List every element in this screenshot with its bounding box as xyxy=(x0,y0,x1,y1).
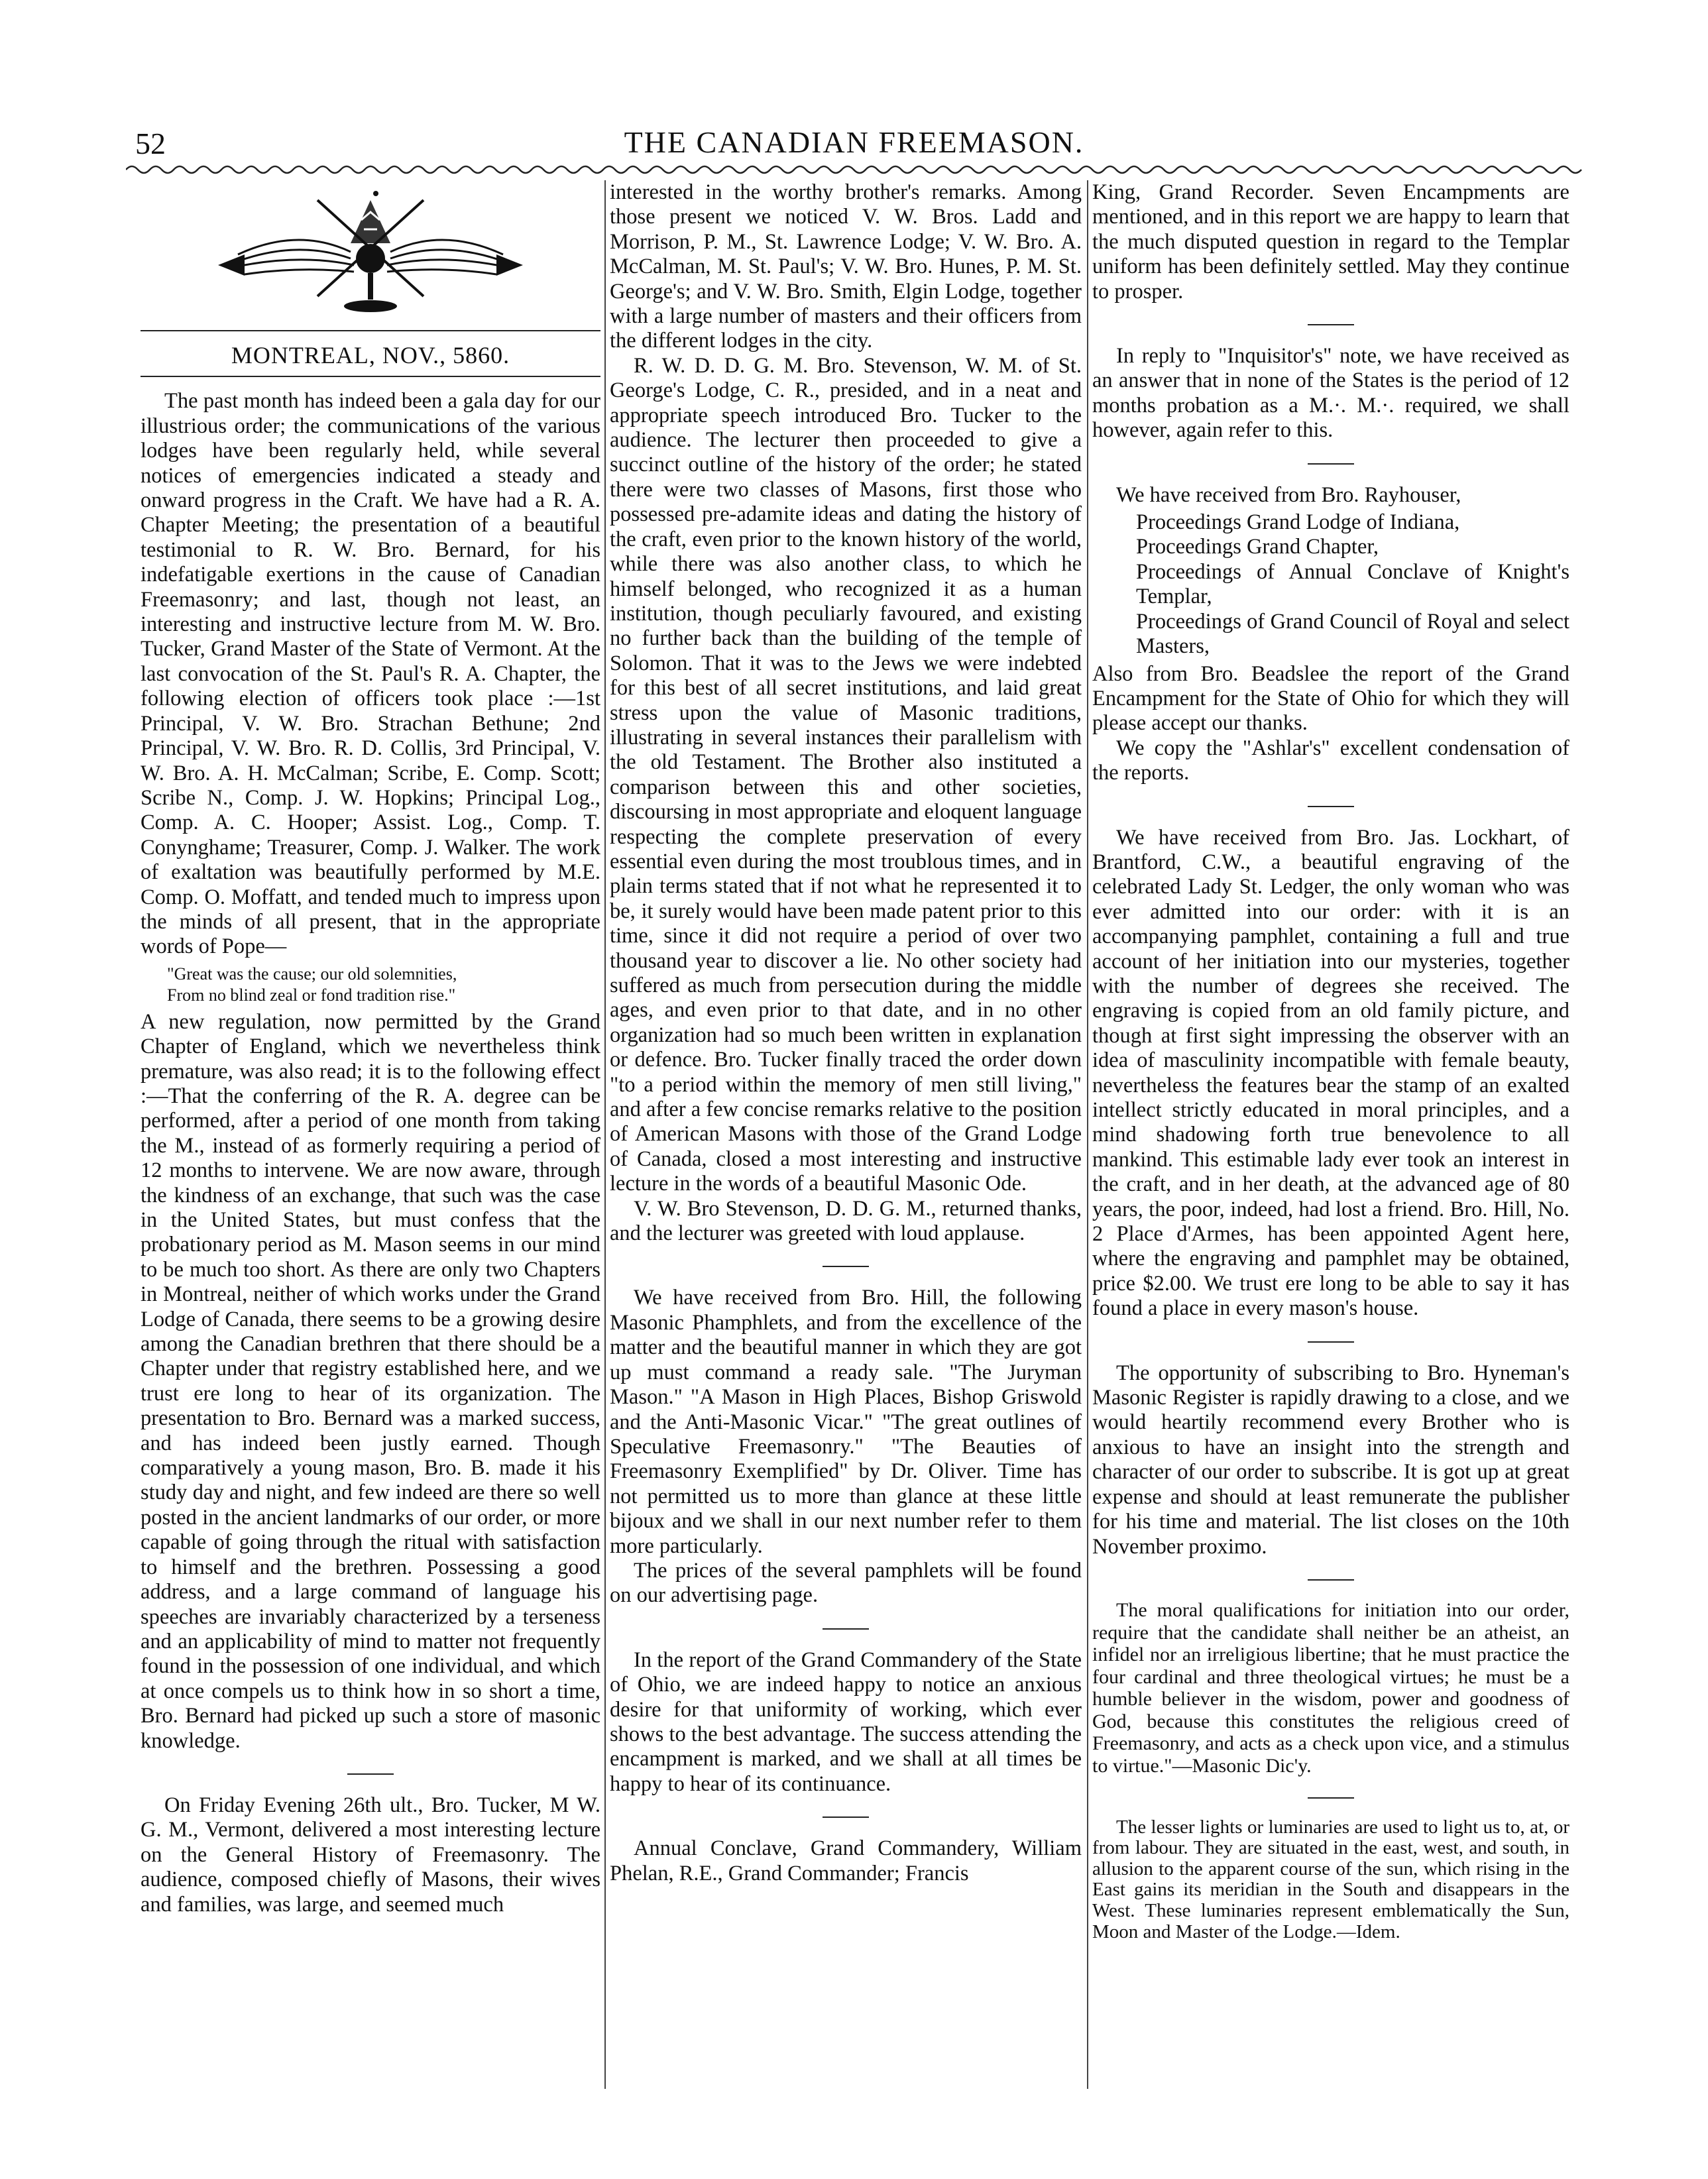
thanks-paragraph: V. W. Bro Stevenson, D. D. G. M., returned thanks, and the lecturer was greeted with loud applause. xyxy=(610,1196,1082,1246)
verse-line: From no blind zeal or fond tradition rise." xyxy=(167,985,456,1005)
section-separator xyxy=(823,1628,869,1630)
dateline-rule xyxy=(141,376,600,377)
lesser-lights-paragraph: The lesser lights or luminaries are used to light us to, at, or from labour. They are situated in the east, west, and south, in allusion to the apparent course of the sun, which rising in the East gains its meridian in the South and disappears in the West. These luminaries represent emblematically the Sun, Moon and Master of the Lodge.—Idem. xyxy=(1092,1816,1569,1942)
lecture-paragraph: On Friday Evening 26th ult., Bro. Tucker, M W. G. M., Vermont, delivered a most interesting lecture on the General History of Freemasonry. The audience, composed chiefly of Masons, their wives and families, was large, and seemed much xyxy=(141,1793,600,1917)
masonic-emblem-icon xyxy=(218,180,523,319)
annual-conclave-paragraph: Annual Conclave, Grand Commandery, William Phelan, R.E., Grand Commander; Francis xyxy=(610,1836,1082,1885)
list-item: Proceedings of Grand Council of Royal and select Masters, xyxy=(1136,609,1569,659)
regulation-paragraph: A new regulation, now permitted by the Grand Chapter of England, which we nevertheless think premature, was also read; it is to the following effect :—That the conferring of the R. A. degree can be performed, after a period of one month from taking the M., instead of as formerly requiring a period of 12 months to intervene. We are now aware, through the kindness of an exchange, that such was the case in the United States, but must confess that the probationary period as M. Mason seems in our mind to be much too short. As there are only two Chapters in Montreal, neither of which works under the Grand Lodge of Canada, there seems to be a growing desire among the Canadian brethren that there should be a Chapter under that registry established here, and we trust ere long to hear of its organization. The presentation to Bro. Bernard was a marked success, and has indeed been justly earned. Though comparatively a young mason, Bro. B. made it his study day and night, and few indeed are there so well posted in the ancient landmarks of our order, or more capable of going through the ritual with satisfaction to himself and the brethren. Possessing a good address, and a large command of language his speeches are invariably characterized by a terseness and an applicability of mind to matter not frequently found in the possession of one individual, and which at once compels us to think how in so short a time, Bro. Bernard had picked up such a store of masonic knowledge. xyxy=(141,1009,600,1753)
section-separator xyxy=(1308,1341,1354,1343)
column-2 xyxy=(610,180,1082,1886)
editorial-paragraph: The past month has indeed been a gala day for our illustrious order; the communications of the various lodges have been regularly held, while several notices of emergencies indicated a steady and onward progress in the Craft. We have had a R. A. Chapter Meeting; the presentation of a beautiful testimonial to R. W. Bro. Bernard, for his indefatigable exertions in the cause of Canadian Freemasonry; and last, though not least, an interesting and instructive lecture from M. W. Bro. Tucker, Grand Master of the State of Vermont. At the last convocation of the St. Paul's R. A. Chapter, the following election of officers took place :—1st Principal, V. W. Bro. Strachan Bethune; 2nd Principal, V. W. Bro. R. D. Collis, 3rd Principal, V. W. Bro. A. H. McCalman; Scribe, E. Comp. Scott; Scribe N., Comp. J. W. Hopkins; Principal Log., Comp. A. C. Hooper; Assist. Log., Comp. T. Conynghame; Treasurer, Comp. J. Walker. The work of exaltation was beautifully performed by M.E. Comp. O. Moffatt, and tended much to impress upon the minds of all present, that in the appropriate words of Pope— xyxy=(141,389,600,959)
section-separator xyxy=(1308,463,1354,465)
wavy-header-rule xyxy=(126,162,1584,178)
moral-qualifications-paragraph: The moral qualifications for initiation into our order, require that the candidate shall neither be an atheist, an infidel nor an irreligious libertine; that he must practice the four cardinal and three theological virtues; he must be a humble believer in the wisdom, power and goodness of God, because this constitutes the religious creed of Freemasonry, and acts as a check upon vice, and a stimulus to virtue."—Masonic Dic'y. xyxy=(1092,1598,1569,1777)
verse-line: "Great was the cause; our old solemnities, xyxy=(167,964,457,983)
proceedings-list xyxy=(1110,510,1569,659)
list-item: Proceedings of Annual Conclave of Knight's Templar, xyxy=(1136,559,1569,609)
encampments-paragraph: King, Grand Recorder. Seven Encampments are mentioned, and in this report we are happy to learn that the much disputed question in regard to the Templar uniform has been definitely settled. May they continue to prosper. xyxy=(1092,180,1569,304)
running-head: THE CANADIAN FREEMASON. xyxy=(624,125,1084,159)
beadslee-paragraph: Also from Bro. Beadslee the report of the Grand Encampment for the State of Ohio for which they will please accept our thanks. xyxy=(1092,661,1569,736)
masonic-register-paragraph: The opportunity of subscribing to Bro. Hyneman's Masonic Register is rapidly drawing to a close, and we would heartily recommend every Brother who is anxious to have an insight into the strength and character of our order to subscribe. It is got up at great expense and should at least remunerate the publisher for his time and material. The list closes on the 10th November proximo. xyxy=(1092,1361,1569,1559)
column-3 xyxy=(1092,180,1569,1942)
lecture-continued-paragraph: interested in the worthy brother's remarks. Among those present we noticed V. W. Bros. Ladd and Morrison, P. M., St. Lawrence Lodge; V. W. Bro. A. McCalman, M. St. Paul's; V. W. Bro. Hunes, P. M. St. George's; and V. W. Bro. Smith, Elgin Lodge, together with a large number of masters and their officers from the different lodges in the city. xyxy=(610,180,1082,353)
section-separator xyxy=(1308,1797,1354,1799)
pamphlets-paragraph: We have received from Bro. Hill, the following Masonic Phamphlets, and from the excellence of the matter and the beautiful manner in which they are got up must command a ready sale. "The Juryman Mason." "A Mason in High Places, Bishop Griswold and the Anti-Masonic Vicar." "The great outlines of Speculative Freemasonry." "The Beauties of Freemasonry Exemplified" by Dr. Oliver. Time has not permitted us to more than glance at these little bijoux and we shall in our next number refer to them more particularly. xyxy=(610,1286,1082,1558)
inquisitor-reply-paragraph: In reply to "Inquisitor's" note, we have received as an answer that in none of the States is the period of 12 months probation as a M.·. M.·. required, we shall however, again refer to this. xyxy=(1092,344,1569,443)
engraving-paragraph: We have received from Bro. Jas. Lockhart, of Brantford, C.W., a beautiful engraving of the celebrated Lady St. Ledger, the only woman who was ever admitted into our order: with it is an accompanying pamphlet, containing a full and true account of her initiation into our mysteries, together with the number of degrees she received. The engraving is copied from an old family picture, and though at first sight impressing the observer with an idea of masculinity incompatible with female beauty, nevertheless the features bear the stamp of an exalted intellect strictly educated in moral principles, and a mind shadowing forth true benevolence to all mankind. This estimable lady ever took an interest in the craft, and in her death, at the advanced age of 80 years, the poor, indeed, had lost a friend. Bro. Hill, No. 2 Place d'Armes, has been appointed Agent here, where the engraving and pamphlet may be obtained, price $2.00. We trust ere long to be able to say it has found a place in every mason's house. xyxy=(1092,825,1569,1321)
lecture-summary-paragraph: R. W. D. D. G. M. Bro. Stevenson, W. M. of St. George's Lodge, C. R., presided, and in a neat and appropriate speech introduced Bro. Tucker to the audience. The lecturer then proceeded to give a succinct outline of the history of the order; he stated there were two classes of Masons, first those who possessed pre-adamite ideas and dating the history of the craft, even prior to the known history of the world, while there was also another class, to which he himself belonged, who recognized it as a human institution, though peculiarly favoured, and existing no further back than the building of the temple of Solomon. That it was to the Jews we were indebted for this best of all secret institutions, and laid great stress upon the value of Masonic traditions, illustrating in several instances their parallelism with the old Testament. The Brother also instituted a comparison between this and other societies, discoursing in most appropriate and eloquent language respecting the complete preservation of every essential even during the most troublous times, and in plain terms stated that if not what he represented it to be, it surely would have been made patent prior to this time, since it did not require a period of over two thousand year to discover a lie. No other society had suffered as much from persecution during the middle ages, and even prior to that date, and in no other organization had so much been written in explanation or defence. Bro. Tucker finally traced the order down "to a period within the memory of men still living," and after a few concise remarks relative to the position of American Masons with those of the Grand Lodge of Canada, closed a most interesting and instructive lecture in the words of a beautiful Masonic Ode. xyxy=(610,353,1082,1196)
pope-quotation xyxy=(167,964,600,1006)
column-rule-left xyxy=(604,180,606,2089)
ohio-report-paragraph: In the report of the Grand Commandery of the State of Ohio, we are indeed happy to notice an anxious desire for that uniformity of working, which ever shows to the best advantage. The success attending the encampment is marked, and we shall at all times be happy to hear of its continuance. xyxy=(610,1648,1082,1796)
section-separator xyxy=(823,1266,869,1267)
ashlar-paragraph: We copy the "Ashlar's" excellent condensation of the reports. xyxy=(1092,736,1569,785)
section-separator xyxy=(1308,806,1354,807)
dateline: MONTREAL, NOV., 5860. xyxy=(231,342,510,368)
section-separator xyxy=(823,1816,869,1818)
section-separator xyxy=(1308,1579,1354,1581)
section-separator xyxy=(1308,324,1354,325)
list-item: Proceedings Grand Chapter, xyxy=(1136,535,1379,559)
list-item: Proceedings Grand Lodge of Indiana, xyxy=(1136,510,1460,535)
masthead-rule xyxy=(141,330,600,331)
prices-paragraph: The prices of the several pamphlets will be found on our advertising page. xyxy=(610,1558,1082,1608)
section-separator xyxy=(347,1773,394,1775)
column-1 xyxy=(141,180,600,1917)
column-rule-right xyxy=(1087,180,1088,2089)
page-number: 52 xyxy=(135,127,166,160)
received-paragraph: We have received from Bro. Rayhouser, xyxy=(1116,482,1461,507)
